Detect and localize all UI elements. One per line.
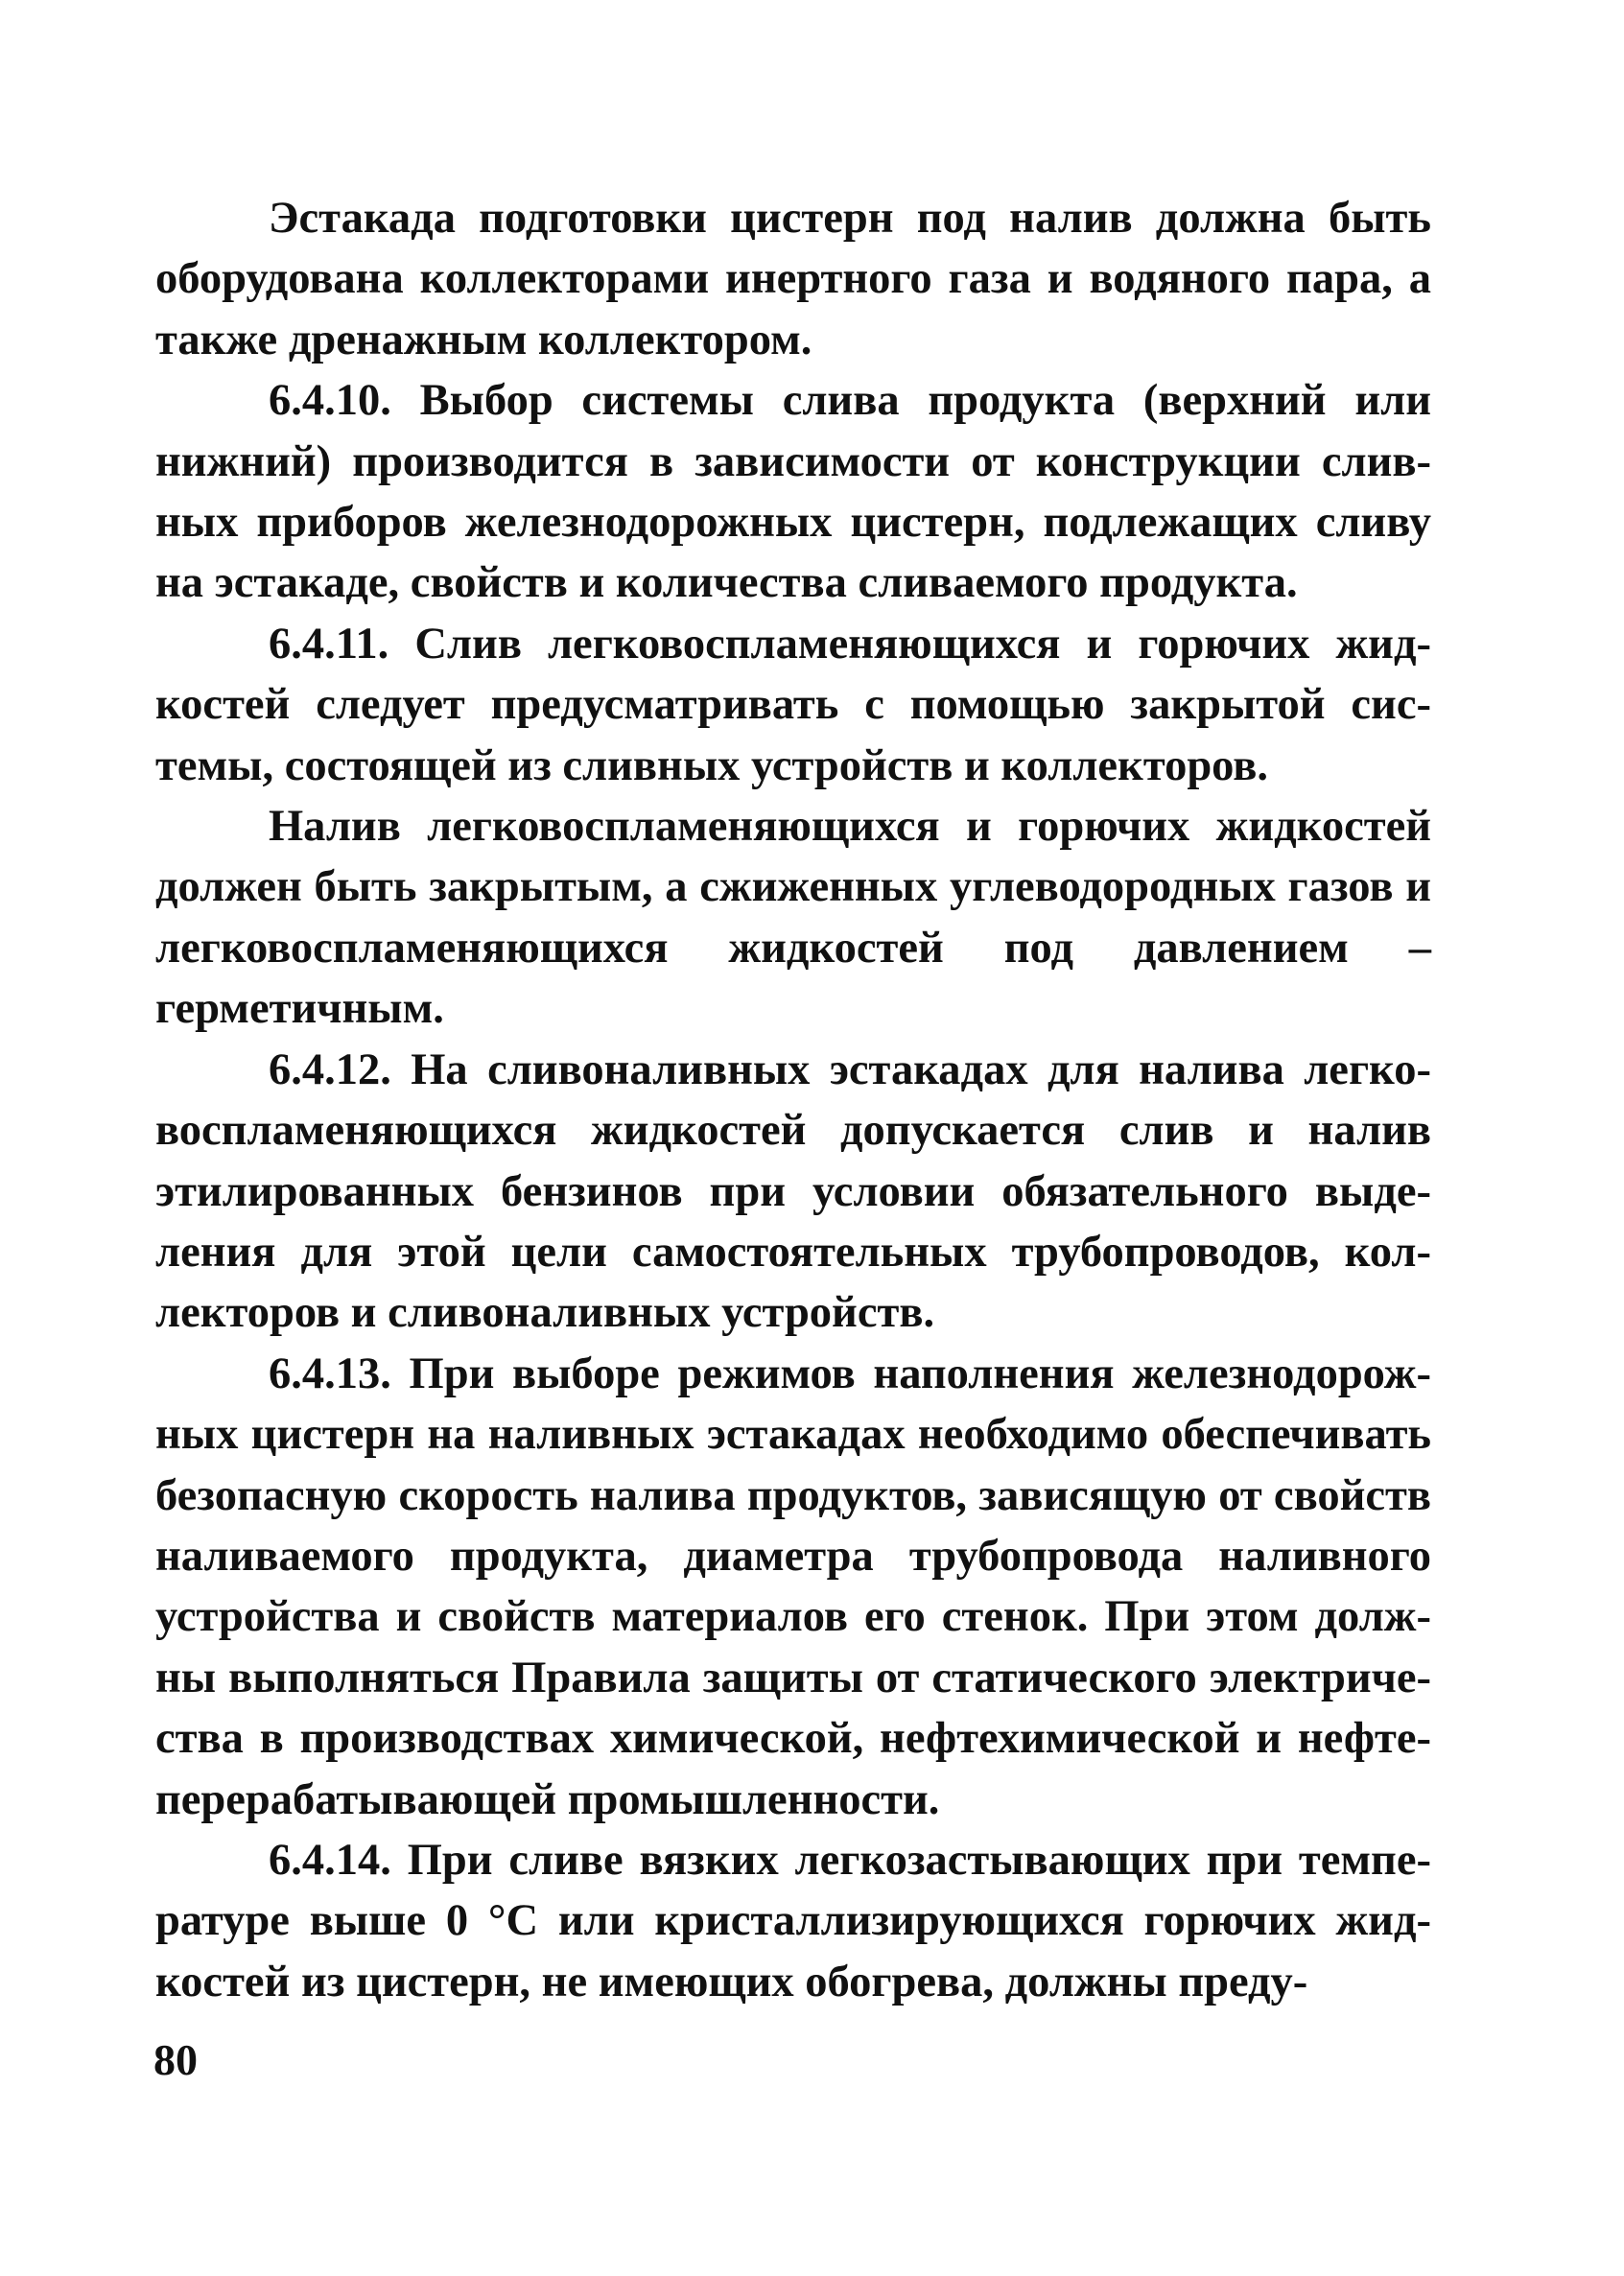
paragraph-6-4-13: 6.4.13. При выборе режимов наполнения железнодорожных цистерн на наливных эстакадах необходимо обеспечивать безопасную скорость налива продуктов, зависящую от свойств наливаемого продукта, диаметра трубопровода наливного устройства и свойств материалов его стенок. При этом должны выполняться Правила защиты от статического электричества в производствах химической, нефтехимической и нефтеперерабатывающей промышленности. [155,1349,1431,1824]
paragraph-6-4-12: 6.4.12. На сливоналивных эстакадах для налива легковоспламеняющихся жидкостей допускается слив и налив этилированных бензинов при условии обязательного выделения для этой цели самостоятельных трубопроводов, коллекторов и сливоналивных устройств. [155,1044,1431,1338]
paragraph-filling-closed: Налив легковоспламеняющихся и горючих жидкостей должен быть закрытым, а сжиженных углеводородных газов и легковоспламеняющихся жидкостей под давлением – герметичным. [155,802,1431,1034]
paragraph-overpass-equipment: Эстакада подготовки цистерн под налив должна быть оборудована коллекторами инертного газа и водяного пара, а также дренажным коллектором. [155,194,1431,364]
page-number: 80 [153,2035,198,2084]
paragraph-6-4-14: 6.4.14. При сливе вязких легкозастывающих при температуре выше 0 °С или кристаллизирующихся горючих жидкостей из цистерн, не имеющих обогрева, должны преду- [155,1835,1431,2006]
paragraph-6-4-11: 6.4.11. Слив легковоспламеняющихся и горючих жидкостей следует предусматривать с помощью закрытой системы, состоящей из сливных устройств и коллекторов. [155,619,1431,790]
paragraph-6-4-10: 6.4.10. Выбор системы слива продукта (верхний или нижний) производится в зависимости от конструкции сливных приборов железнодорожных цистерн, подлежащих сливу на эстакаде, свойств и количества сливаемого продукта. [155,376,1431,608]
body-text [155,188,1431,2012]
